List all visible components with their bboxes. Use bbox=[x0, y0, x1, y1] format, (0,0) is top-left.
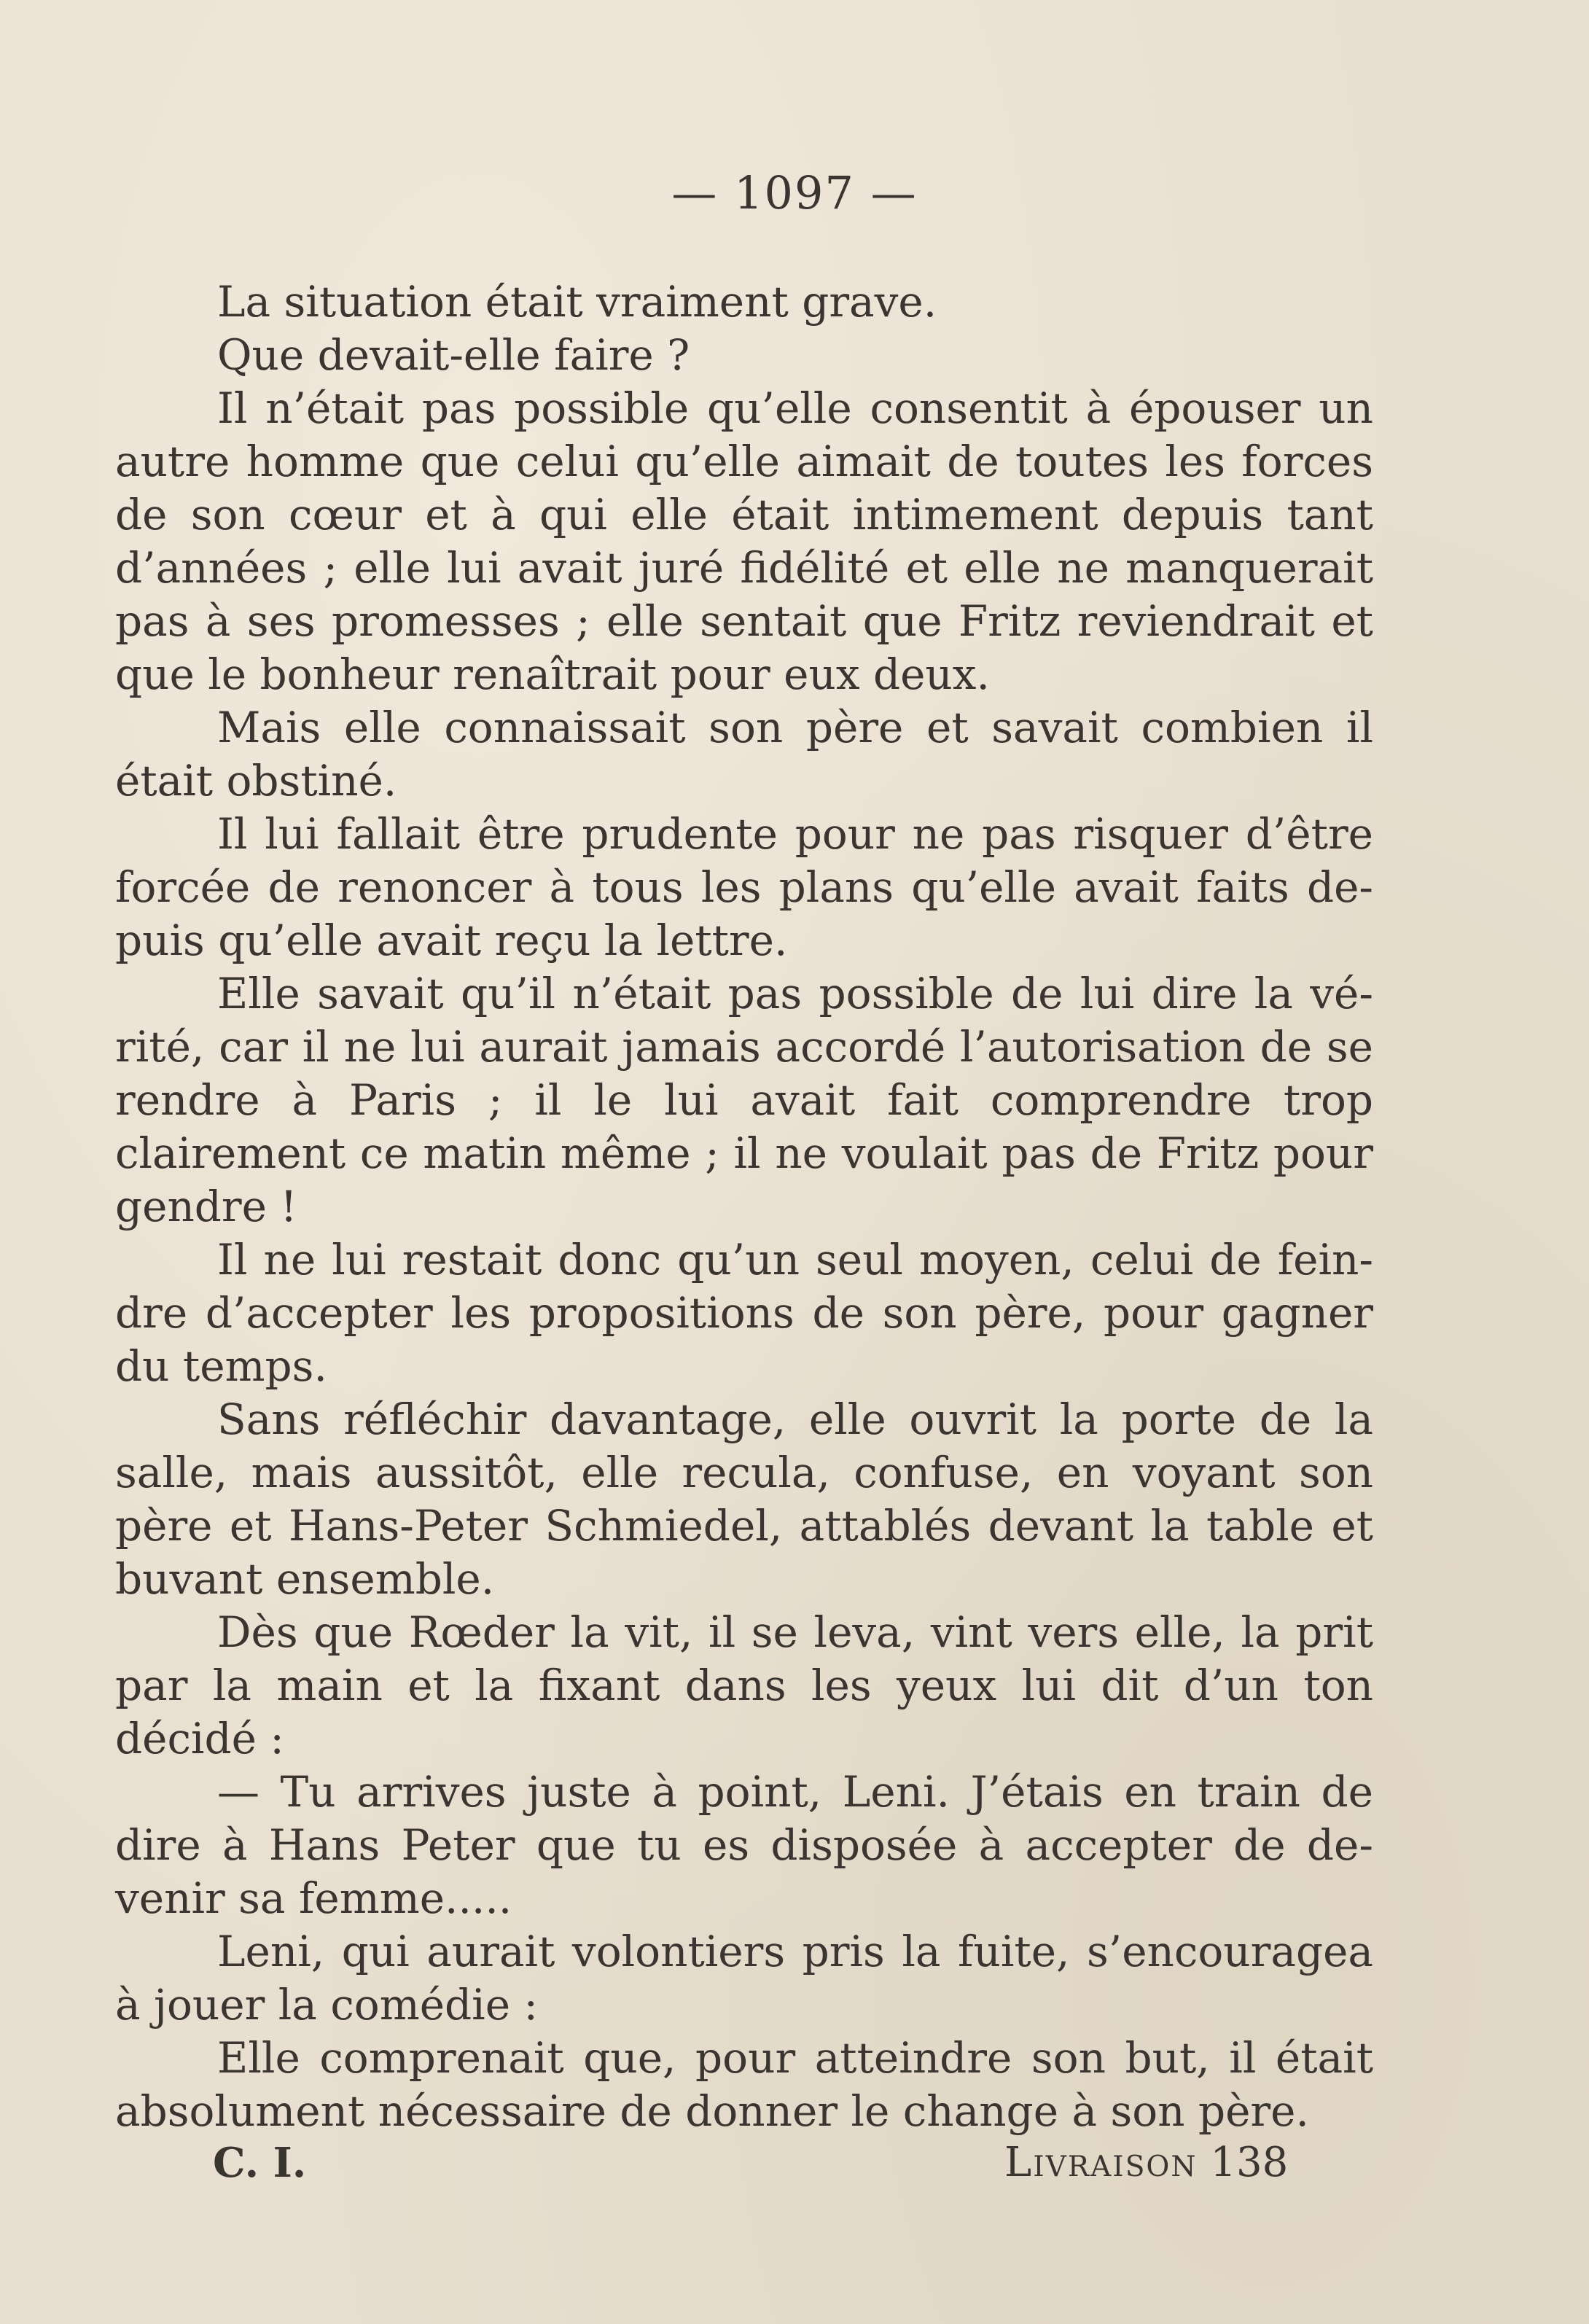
paragraph: Dès que Rœder la vit, il se leva, vint vers elle, la prit par la main et la fixant dans les yeux lui dit d’un ton décidé : bbox=[115, 1607, 1373, 1763]
livraison-number: 138 bbox=[1210, 2139, 1289, 2186]
body-text bbox=[115, 276, 1373, 2138]
page-number: — 1097 — bbox=[671, 166, 918, 219]
paragraph: Leni, qui aurait volontiers pris la fuite, s’encouragea à jouer la comédie : bbox=[115, 1927, 1373, 2029]
paragraph: Il lui fallait être prudente pour ne pas risquer d’être forcée de renoncer à tous les plans qu’elle avait faits depuis qu’elle avait reçu la lettre. bbox=[115, 809, 1373, 965]
paragraph: Elle savait qu’il n’était pas possible de lui dire la vérité, car il ne lui aurait jamais accordé l’autorisation de se rendre à Paris ; il le lui avait fait comprendre trop clairement ce matin même ; il ne voulait pas de Fritz pour gendre ! bbox=[115, 969, 1373, 1231]
footer-livraison bbox=[1004, 2139, 1288, 2186]
page-footer bbox=[0, 2139, 1589, 2197]
paragraph: Il ne lui restait donc qu’un seul moyen, celui de feindre d’accepter les propositions de son père, pour gagner du temps. bbox=[115, 1235, 1373, 1391]
paragraph: Que devait-elle faire ? bbox=[217, 330, 690, 380]
livraison-label: Livraison bbox=[1004, 2139, 1198, 2186]
paragraph: Sans réfléchir davantage, elle ouvrit la porte de la salle, mais aussitôt, elle recula, confuse, en voyant son père et Hans-Peter Schmiedel, attablés devant la table et buvant ensemble. bbox=[115, 1395, 1373, 1604]
paragraph: Il n’était pas possible qu’elle consentit à épouser un autre homme que celui qu’elle aimait de toutes les forces de son cœur et à qui elle était intimement depuis tant d’années ; elle lui avait juré fidélité et elle ne manquerait pas à ses promesses ; elle sentait que Fritz reviendrait et que le bonheur renaîtrait pour eux deux. bbox=[115, 383, 1373, 699]
paragraph: Mais elle connaissait son père et savait combien il était obstiné. bbox=[115, 703, 1373, 806]
paragraph: La situation était vraiment grave. bbox=[217, 277, 937, 327]
footer-signature: C. I. bbox=[213, 2139, 307, 2187]
paragraph: Elle comprenait que, pour atteindre son but, il était absolument nécessaire de donner le change à son père. bbox=[115, 2033, 1373, 2136]
dialogue-paragraph: — Tu arrives juste à point, Leni. J’étais en train de dire à Hans Peter que tu es disposée à accepter de devenir sa femme..... bbox=[115, 1767, 1373, 1923]
